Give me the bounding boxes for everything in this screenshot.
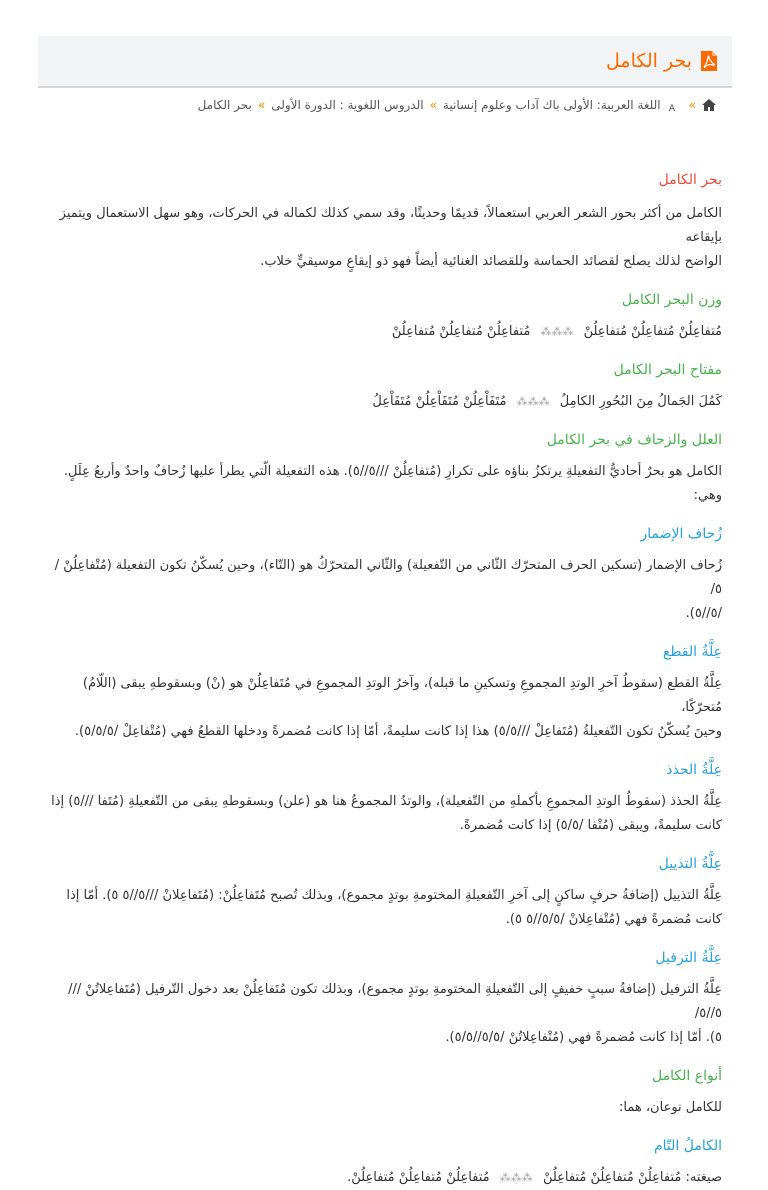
tarfil-heading: عِلَّةُ الترفيل	[655, 950, 722, 966]
breadcrumb-separator: »	[688, 98, 696, 112]
page-title: بحر الكامل	[606, 50, 692, 72]
anwa-paragraph: للكامل نوعان، هما:	[619, 1100, 722, 1115]
hadhdh-paragraph: عِلَّةُ الحذذ (سقوطُ الوتدِ المجموعِ بأكملهِ من التّفعيلة)، والوتدُ المجموعُ هنا هو (علن) وبسقوطهِ يبقى من التّفعيلةِ (مُتَفا ///٥) إذا كانت سليمةً، ويبقى (مُتْفا /٥/٥) إذا كانت مُضمرةً.	[51, 794, 722, 833]
tamm-heading: الكاملُ التّام	[653, 1138, 722, 1154]
wazn-heading: وزن البحر الكامل	[621, 292, 722, 308]
svg-text:A: A	[668, 104, 675, 112]
hadhdh-heading: عِلَّةُ الحذذ	[666, 762, 722, 778]
tadhyil-paragraph: عِلَّةُ التذييل (إضافةُ حرفٍ ساكنٍ إلى آخرِ التّفعيلةِ المختومةِ بوتدٍ مجموع)، وبذلك تُصبح مُتَفاعِلُنْ: (مُتَفاعِلانْ ///٥//٥ ٥). أمّا إذا كانت مُضمرةً فهي (مُتْفاعِلانْ /٥/٥//٥ ٥).	[66, 888, 722, 927]
ilal-paragraph: الكامل هو بحرٌ أحاديُّ التفعيلةِ يرتكزُ بناؤه على تكرارِ (مُتفاعِلُنْ ///٥//٥). هذه التفعيلة الّتي يطرأ عليها زُحافٌ واحدٌ وأربعُ عِلَلٍ. وهي:	[63, 464, 722, 503]
page-header	[38, 36, 732, 88]
breadcrumb	[38, 98, 716, 112]
separator-stars: ⁂⁂⁂	[516, 395, 550, 408]
qat-heading: عِلَّةُ القطع	[662, 644, 722, 660]
breadcrumb-item-course[interactable]: اللغة العربية: الأولى باك آداب وعلوم إنسانية	[442, 98, 661, 112]
idmar-heading: زُحاف الإضمار	[640, 526, 722, 542]
breadcrumb-item-lessons[interactable]: الدروس اللغوية : الدورة الأولى	[271, 98, 424, 112]
wazn-verse: مُتفاعِلُنْ مُتفاعِلُنْ مُتفاعِلُنْ ⁂⁂⁂ مُتفاعِلُنْ مُتفاعِلُنْ مُتفاعِلُنْ	[391, 324, 722, 339]
article-content	[46, 170, 722, 1190]
idmar-paragraph: زُحاف الإضمار (تسكين الحرف المتحرّك الثّاني من التّفعيلة) والثّاني المتحرّكُ هو (التّاء)، وحين يُسكّنُ تكون التفعيلة (مُتْفاعِلُنْ /٥/ /٥//٥).	[54, 558, 722, 621]
translate-icon	[667, 98, 683, 112]
separator-stars: ⁂⁂⁂	[499, 1171, 533, 1184]
home-icon[interactable]	[702, 99, 716, 111]
tarfil-paragraph: عِلَّةُ الترفيل (إضافةُ سببٍ خفيفٍ إلى التّفعيلةِ المختومةِ بوتدٍ مجموع)، وبذلك تكون مُتَفاعِلُنْ بعد دخول التّرفيل (مُتَفاعِلاتُنْ ///٥//٥/ ٥). أمّا إذا كانت مُضمرةً فهي (مُتْفاعِلاتُنْ /٥/٥//٥/٥).	[68, 982, 722, 1045]
breadcrumb-separator: »	[257, 98, 266, 112]
ilal-heading: العلل والزحاف في بحر الكامل	[546, 432, 722, 448]
anwa-heading: أنواع الكامل	[652, 1068, 722, 1084]
breadcrumb-separator: »	[429, 98, 437, 112]
main-heading: بحر الكامل	[658, 172, 722, 188]
breadcrumb-item-current: بحر الكامل	[197, 98, 252, 112]
miftah-verse: كَمُلَ الجَمالُ مِنَ البُحُورِ الكامِلُ ⁂⁂⁂ مُتَفَاْعِلُنْ مُتَفَاْعِلُنْ مُتَفَاْعِلُ	[372, 394, 722, 409]
tamm-verse: صيغته: مُتفاعِلُنْ مُتفاعِلُنْ مُتفاعِلُنْ ⁂⁂⁂ مُتفاعِلُنْ مُتفاعِلُنْ مُتفاعِلُنْ.	[347, 1170, 722, 1185]
separator-stars: ⁂⁂⁂	[540, 325, 574, 338]
pdf-icon[interactable]	[700, 50, 718, 72]
miftah-heading: مفتاح البحر الكامل	[613, 362, 722, 378]
tadhyil-heading: عِلَّةُ التذييل	[658, 856, 722, 872]
qat-paragraph: عِلَّةُ القطع (سقوطُ آخرِ الوتدِ المجموعِ وتسكينِ ما قبله)، وآخرُ الوتدِ المجموعِ في مُتَفاعِلُنْ هو (نْ) وبسقوطهِ يبقى (اللّامُ) مُتحرّكًا، وحينَ يُسكّنُ تكون التّفعيلةُ (مُتَفاعِلْ ///٥/٥) هذا إذا كانت سليمةً، أمّا إذا كانت مُضمرةً ودخلها القطعُ فهي (مُتْفاعِلْ /٥/٥/٥).	[74, 676, 722, 739]
intro-paragraph: الكامل من أكثر بحور الشعر العربي استعمالاً، قديمًا وحديثًا، وقد سمي كذلك لكماله في الحركات، وهو سهل الاستعمال ويتميز بإيقاعه الواضح لذلك يصلح لقصائد الحماسة وللقصائد الغنائية أيضاً فهو ذو إيقاعٍ موسيقيٍّ خلاب.	[59, 206, 722, 269]
